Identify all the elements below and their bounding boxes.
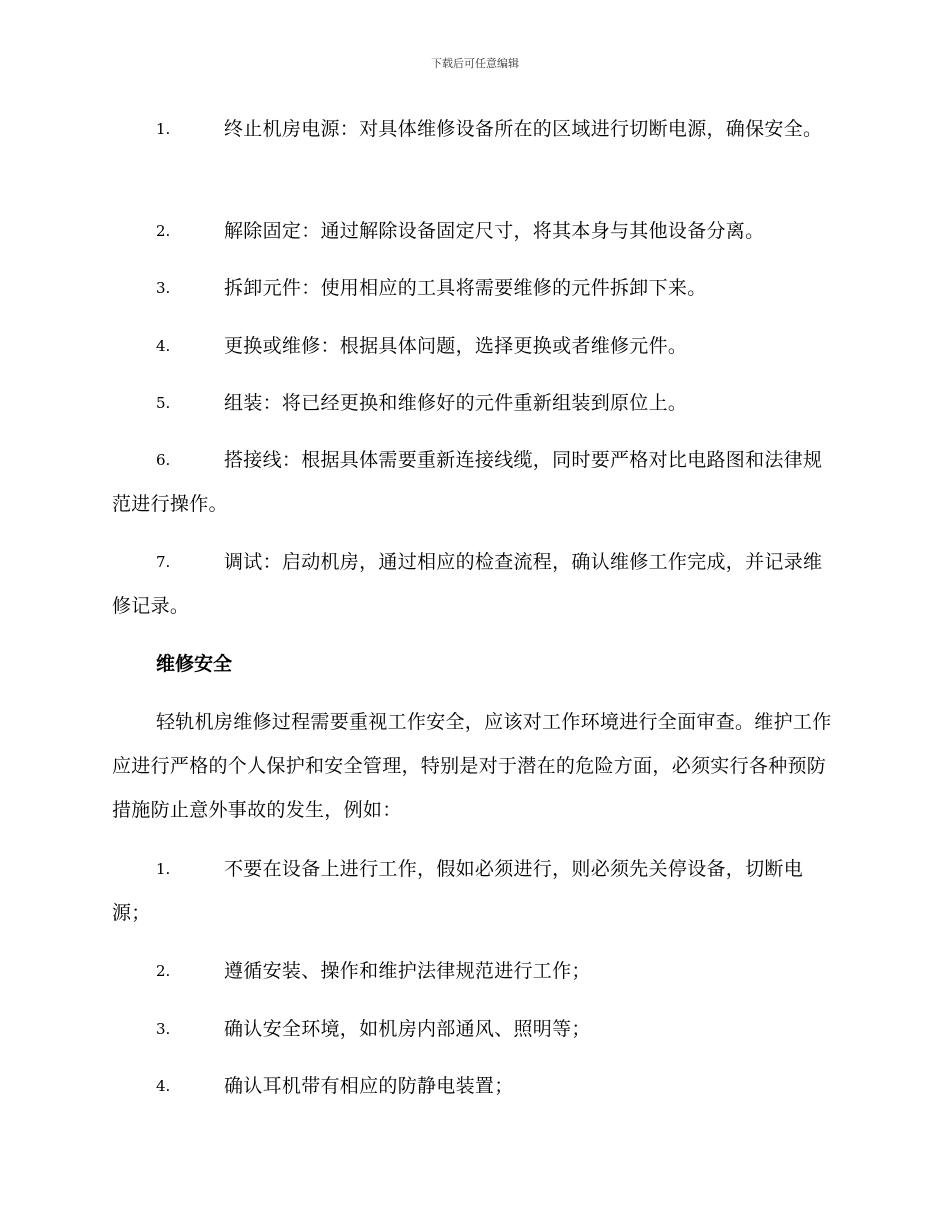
list-item [112, 1064, 836, 1108]
list-item-number: 3. [156, 1020, 171, 1038]
safety-intro-paragraph: 轻轨机房维修过程需要重视工作安全，应该对工作环境进行全面审查。维护工作应进行严格的个人保护和安全管理，特别是对于潜在的危险方面，必须实行各种预防措施防止意外事故的发生，例如： [112, 711, 832, 821]
list-item [112, 1007, 836, 1051]
list-item-number: 4. [156, 1077, 171, 1095]
list-item-number: 6. [156, 451, 171, 469]
list-item-number: 2. [156, 962, 171, 980]
list-item-number: 7. [156, 553, 171, 571]
list-item [112, 847, 836, 935]
list-item-number: 2. [156, 222, 171, 240]
list-item-text: 组装：将已经更换和维修好的元件重新组装到原位上。 [224, 392, 688, 414]
list-item [112, 381, 836, 425]
page-header: 下载后可任意编辑 [431, 57, 519, 70]
list-item-text: 不要在设备上进行工作，假如必须进行，则必须先关停设备，切断电源； [112, 858, 804, 924]
list-item-number: 1. [156, 120, 171, 138]
list-item [112, 266, 836, 310]
list-item-text: 终止机房电源：对具体维修设备所在的区域进行切断电源，确保安全。 [224, 118, 823, 140]
list-item [112, 209, 836, 253]
list-item-text: 搭接线：根据具体需要重新连接线缆，同时要严格对比电路图和法律规范进行操作。 [112, 449, 823, 515]
list-item [112, 438, 836, 526]
list-item-text: 解除固定：通过解除设备固定尺寸，将其本身与其他设备分离。 [224, 220, 765, 242]
list-item-text: 确认耳机带有相应的防静电装置； [224, 1075, 514, 1097]
list-item [112, 949, 836, 993]
list-item-number: 4. [156, 337, 171, 355]
list-item-text: 调试：启动机房，通过相应的检查流程，确认维修工作完成，并记录维修记录。 [112, 551, 823, 617]
list-item-text: 拆卸元件：使用相应的工具将需要维修的元件拆卸下来。 [224, 277, 707, 299]
list-item [112, 107, 836, 151]
list-item-text: 更换或维修：根据具体问题，选择更换或者维修元件。 [224, 335, 688, 357]
list-item-number: 5. [156, 394, 171, 412]
section-heading: 维修安全 [156, 653, 233, 675]
list-item-number: 1. [156, 860, 171, 878]
list-item [112, 324, 836, 368]
list-item-number: 3. [156, 279, 171, 297]
list-item [112, 540, 836, 628]
list-item-text: 确认安全环境，如机房内部通风、照明等； [224, 1018, 591, 1040]
list-item-text: 遵循安装、操作和维护法律规范进行工作； [224, 960, 591, 982]
